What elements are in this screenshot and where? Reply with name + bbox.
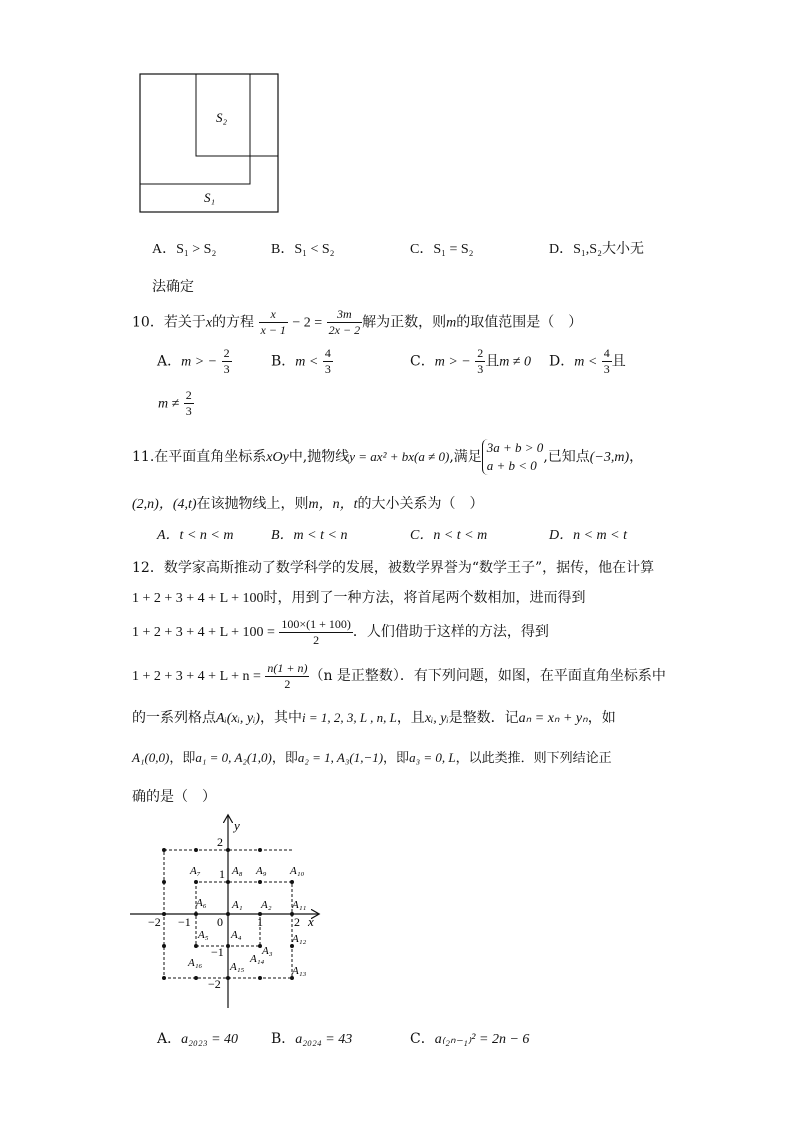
label-a13: A₁₃ <box>292 965 307 977</box>
label-a6: A₆ <box>196 897 207 909</box>
q10-option-d[interactable]: D．m < $\frac{4}{3}$ 且 <box>549 346 626 376</box>
q10-stem-part1: 10．若关于 <box>132 314 206 331</box>
s1-label: S₁ <box>204 190 216 205</box>
axis-x-label: x <box>308 914 314 929</box>
label-a11: A₁₁ <box>292 899 307 911</box>
label-a2: A₂ <box>261 899 272 911</box>
q12-line1: 12．数学家高斯推动了数学科学的发展，被数学界誉为“数学王子”，据传，他在计算 <box>132 560 655 576</box>
label-a3: A₃ <box>262 945 273 957</box>
label-a10: A₁₀ <box>290 865 305 877</box>
q12-option-c[interactable]: C．a₍₂ₙ₋₁₎² = 2n − 6 <box>410 1031 530 1047</box>
q10-var-x: x <box>205 315 213 331</box>
q10-eq-left-fraction: $\frac{x}{x - 1}$ <box>260 307 286 337</box>
q12-line6: A₁(0,0)，即a₁ = 0, A₂(1,0)，即a₂ = 1, A₃(1,−1)，即a₃ = 0, L，以此类推．则下列结论正 <box>132 750 612 766</box>
label-a7: A₇ <box>190 865 201 877</box>
q11-stem-line2: (2,n)，(4,t)在该抛物线上，则m，n，t的大小关系为（ ） <box>132 496 484 512</box>
tick-y-neg2: −2 <box>208 977 221 991</box>
q9-option-d[interactable]: D．S₁,S₂大小无 <box>549 242 644 257</box>
tick-x-1: 1 <box>257 915 263 929</box>
q10-option-d-continued: m ≠ $\frac{2}{3}$ <box>158 388 192 418</box>
q12-line2: 1 + 2 + 3 + 4 + L + 100时，用到了一种方法，将首尾两个数相加，进而得到 <box>132 590 586 606</box>
tick-x-2: 2 <box>294 915 300 929</box>
tick-x-neg2: −2 <box>148 915 161 929</box>
label-a16: A₁₆ <box>188 957 203 969</box>
tick-y-neg1: −1 <box>211 945 224 959</box>
q10-option-c[interactable]: C．m > − $\frac{2}{3}$ 且m ≠ 0 <box>410 346 531 376</box>
tick-y-1: 1 <box>219 867 225 881</box>
q10-stem-part2: 的方程 <box>212 314 255 331</box>
label-a12: A₁₂ <box>292 933 307 945</box>
q12-line3: 1 + 2 + 3 + 4 + L + 100 = $\frac{100\times(1 + 100)}{2}$ ．人们借助于这样的方法，得到 <box>132 616 549 647</box>
axis-y-label: y <box>234 818 240 833</box>
q10-option-b[interactable]: B．m < $\frac{4}{3}$ <box>271 346 331 376</box>
q10-stem <box>132 307 582 339</box>
q10-option-a[interactable]: A．m > − $\frac{2}{3}$ <box>157 346 230 376</box>
label-a9: A₉ <box>256 865 267 877</box>
q10-eq-right-fraction: $\frac{3m}{2x - 2}$ <box>328 307 361 337</box>
label-a4: A₄ <box>231 929 242 941</box>
s2-label: S₂ <box>216 110 228 125</box>
q11-option-b[interactable]: B．m < t < n <box>271 528 348 543</box>
q11-option-c[interactable]: C．n < t < m <box>410 528 488 543</box>
q9-option-c[interactable]: C．S₁ = S₂ <box>410 242 474 257</box>
q9-option-b[interactable]: B．S₁ < S₂ <box>271 242 335 257</box>
q9-option-a[interactable]: A．S₁ > S₂ <box>152 242 217 257</box>
q10-eq-minus: − 2 = <box>292 315 323 331</box>
q11-inequality-system: 3a + b > 0 a + b < 0 <box>482 439 544 475</box>
q12-line7: 确的是（ ） <box>132 789 216 805</box>
squares-figure <box>130 64 290 224</box>
q10-var-m: m <box>446 315 457 331</box>
q12-option-a[interactable]: A．a₂₀₂₃ = 40 <box>157 1031 239 1047</box>
label-a14: A₁₄ <box>250 953 265 965</box>
label-a8: A₈ <box>232 865 243 877</box>
q11-option-a[interactable]: A．t < n < m <box>157 528 234 543</box>
q11-option-d[interactable]: D．n < m < t <box>549 528 628 543</box>
q11-stem-line1: 11.在平面直角坐标系xOy中,抛物线y = ax² + bx(a ≠ 0),满足 3a + b > 0 a + b < 0 ,已知点(−3,m)， <box>132 440 644 473</box>
tick-x-neg1: −1 <box>178 915 191 929</box>
lattice-figure <box>128 812 348 1012</box>
label-a5: A₅ <box>198 929 209 941</box>
origin-label: 0 <box>217 915 223 929</box>
q12-line5: 的一系列格点Aᵢ(xᵢ, yᵢ)，其中i = 1, 2, 3, L , n, L，且xᵢ, yᵢ是整数．记aₙ = xₙ + yₙ，如 <box>132 710 616 726</box>
q12-option-b[interactable]: B．a₂₀₂₄ = 43 <box>271 1031 353 1047</box>
q9-option-d-continued: 法确定 <box>152 279 194 295</box>
label-a15: A₁₅ <box>230 961 245 973</box>
tick-y-2: 2 <box>217 835 223 849</box>
q10-stem-part4: 的取值范围是（ ） <box>456 314 583 331</box>
q10-stem-part3: 解为正数，则 <box>362 314 447 331</box>
label-a1: A₁ <box>232 899 243 911</box>
q12-line4: 1 + 2 + 3 + 4 + L + n = $\frac{n(1 + n)}{2}$ （n 是正整数）．有下列问题，如图，在平面直角坐标系中 <box>132 660 666 691</box>
